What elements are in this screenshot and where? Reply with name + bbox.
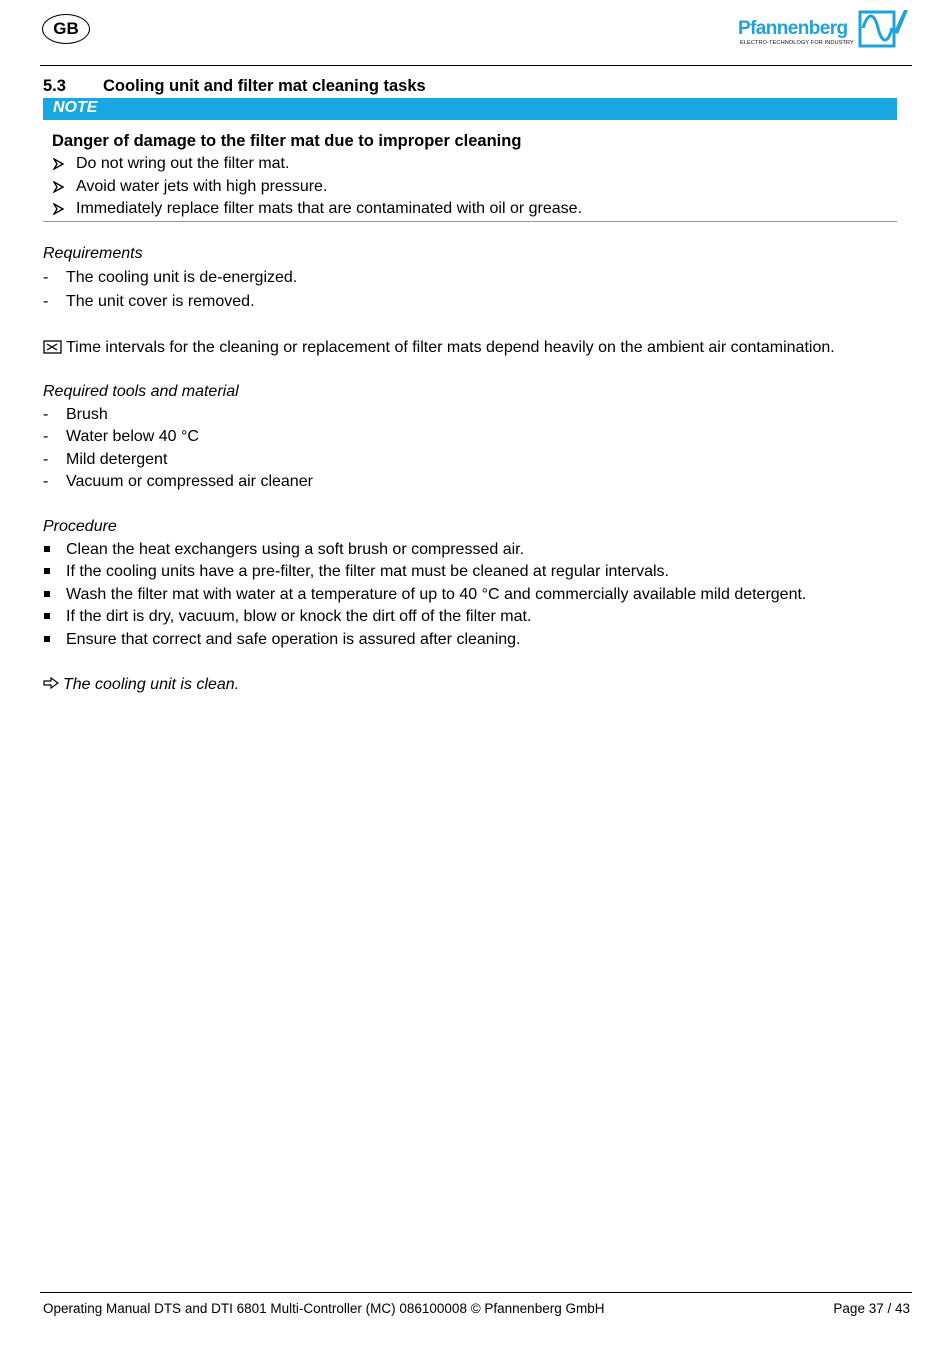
arrowhead-bullet-icon [53, 203, 64, 215]
list-item: - Vacuum or compressed air cleaner [43, 473, 313, 490]
requirements-heading: Requirements [43, 245, 143, 262]
note-banner [43, 98, 897, 120]
section-title: Cooling unit and filter mat cleaning tasks [103, 77, 426, 95]
list-item: - The cooling unit is de-energized. [43, 269, 298, 286]
info-text: Time intervals for the cleaning or replacement of filter mats depend heavily on the ambient air contamination. [66, 339, 835, 356]
procedure-heading: Procedure [43, 518, 117, 535]
note-bottom-rule [43, 221, 897, 222]
footer-rule [40, 1292, 912, 1293]
square-bullet-icon [44, 636, 50, 642]
list-item: - The unit cover is removed. [43, 293, 255, 310]
list-item: Clean the heat exchangers using a soft brush or compressed air. [0, 540, 900, 560]
list-item: If the dirt is dry, vacuum, blow or knock the dirt off of the filter mat. [0, 607, 900, 627]
square-bullet-icon [44, 546, 50, 552]
arrowhead-bullet-icon [53, 181, 64, 193]
footer-page-number: Page 37 / 43 [833, 1301, 910, 1316]
outline-arrow-right-icon [43, 677, 59, 689]
footer-document-info: Operating Manual DTS and DTI 6801 Multi-Controller (MC) 086100008 © Pfannenberg GmbH [43, 1301, 605, 1316]
list-item: - Mild detergent [43, 451, 168, 468]
logo-tagline: ELECTRO-TECHNOLOGY FOR INDUSTRY [740, 40, 854, 46]
company-logo [738, 6, 910, 50]
section-number: 5.3 [43, 77, 66, 95]
list-item: - Water below 40 °C [43, 428, 199, 445]
list-item: If the cooling units have a pre-filter, the filter mat must be cleaned at regular intervals. [0, 562, 900, 582]
result-text: The cooling unit is clean. [63, 676, 240, 693]
note-title: Danger of damage to the filter mat due to improper cleaning [52, 132, 522, 150]
list-item: Ensure that correct and safe operation is assured after cleaning. [0, 630, 900, 650]
language-badge: GB [42, 14, 90, 44]
logo-name: Pfannenberg [738, 18, 848, 39]
hand-pointer-icon [43, 340, 63, 354]
square-bullet-icon [44, 591, 50, 597]
tools-heading: Required tools and material [43, 383, 239, 400]
square-bullet-icon [44, 568, 50, 574]
square-bullet-icon [44, 613, 50, 619]
list-item: Wash the filter mat with water at a temperature of up to 40 °C and commercially available mild detergent. [0, 585, 900, 605]
header-rule [40, 65, 912, 66]
list-item: - Brush [43, 406, 108, 423]
arrowhead-bullet-icon [53, 158, 64, 170]
logo-wave-icon [858, 8, 910, 48]
note-label: NOTE [53, 99, 98, 116]
